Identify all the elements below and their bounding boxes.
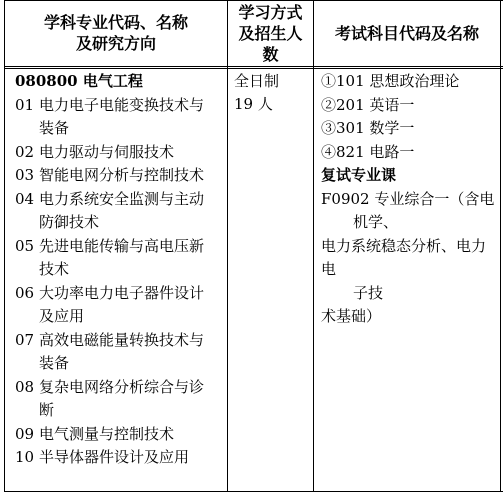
- header-divider-inner: [4, 68, 503, 69]
- direction-name-line: 电力系统安全监测与主动: [39, 189, 205, 208]
- table-left-border: [4, 0, 5, 492]
- direction-name-line: 电力驱动与伺服技术: [39, 142, 175, 161]
- direction-name-line: 装备: [39, 354, 70, 372]
- direction-item: [15, 423, 225, 447]
- direction-name-line: 断: [39, 401, 55, 419]
- direction-code: 02: [15, 142, 35, 161]
- direction-code: 03: [15, 166, 35, 184]
- exam-subject: ②201 英语一: [321, 95, 415, 114]
- direction-name: [39, 164, 225, 188]
- direction-code: 06: [15, 283, 35, 302]
- table-right-border: [500, 0, 501, 492]
- header-study-cell: [228, 0, 313, 66]
- direction-item: [15, 94, 225, 141]
- direction-name-line: 复杂电网络分析综合与诊: [39, 377, 205, 396]
- direction-name-line: 及应用: [39, 307, 85, 325]
- direction-name-line: 高效电磁能量转换技术与: [39, 330, 205, 349]
- direction-name: [39, 446, 225, 470]
- study-mode: 全日制: [234, 72, 280, 90]
- table-bottom-border: [4, 491, 503, 492]
- header-major-cell: [5, 0, 227, 66]
- direction-item: [15, 164, 225, 188]
- header-exam-line1: 考试科目代码及名称: [334, 23, 479, 43]
- retest-line: 术基础）: [321, 307, 382, 325]
- direction-item: [15, 446, 225, 470]
- column-divider-2: [313, 0, 314, 492]
- direction-code: 07: [15, 330, 35, 349]
- direction-name: [39, 235, 225, 282]
- retest-line: 机学、: [353, 213, 399, 231]
- direction-code: 08: [15, 377, 35, 396]
- direction-code: 09: [15, 424, 35, 443]
- header-exam-cell: [314, 0, 500, 66]
- direction-name-line: 装备: [39, 119, 70, 137]
- exam-column: [321, 70, 499, 329]
- direction-name-line: 电气测量与控制技术: [39, 424, 175, 443]
- direction-name: [39, 188, 225, 235]
- direction-name: [39, 141, 225, 165]
- retest-line: 电力系统稳态分析、电力电: [321, 236, 487, 278]
- retest-title: 复试专业课: [321, 166, 397, 184]
- direction-name-line: 大功率电力电子器件设计: [39, 283, 205, 302]
- direction-name: [39, 282, 225, 329]
- header-divider: [4, 66, 503, 67]
- direction-item: [15, 329, 225, 376]
- direction-code: 05: [15, 236, 35, 255]
- exam-subject: ④821 电路一: [321, 142, 415, 161]
- header-major-line2: 及研究方向: [75, 34, 156, 53]
- direction-name-line: 防御技术: [39, 213, 100, 231]
- direction-name: [39, 376, 225, 423]
- direction-name: [39, 94, 225, 141]
- header-study-line1: 学习方式: [238, 2, 303, 22]
- direction-item: [15, 141, 225, 165]
- direction-code: 04: [15, 189, 35, 208]
- direction-name-line: 半导体器件设计及应用: [39, 448, 190, 466]
- direction-name-line: 先进电能传输与高电压新: [39, 236, 205, 255]
- retest-line: F0902 专业综合一（含电: [321, 189, 495, 208]
- direction-name-line: 电力电子电能变换技术与: [39, 95, 205, 114]
- study-column: [234, 70, 308, 116]
- header-major-line1: 学科专业代码、名称: [43, 13, 188, 32]
- direction-name-line: 智能电网分析与控制技术: [39, 166, 205, 184]
- direction-item: [15, 376, 225, 423]
- header-study-line3: 数: [262, 44, 279, 64]
- direction-name: [39, 329, 225, 376]
- direction-name: [39, 423, 225, 447]
- retest-line: 子技: [353, 283, 384, 302]
- enrollment-count: 19 人: [234, 95, 273, 113]
- column-divider-1: [227, 0, 228, 492]
- direction-code: 10: [15, 448, 35, 466]
- major-column: [15, 70, 225, 470]
- direction-item: [15, 235, 225, 282]
- direction-code: 01: [15, 95, 35, 114]
- major-code-name: 080800 电气工程: [15, 72, 143, 90]
- direction-item: [15, 188, 225, 235]
- direction-name-line: 技术: [39, 260, 70, 278]
- header-study-line2: 及招生人: [238, 23, 303, 43]
- exam-subject: ①101 思想政治理论: [321, 72, 460, 90]
- exam-subject: ③301 数学一: [321, 119, 415, 137]
- direction-item: [15, 282, 225, 329]
